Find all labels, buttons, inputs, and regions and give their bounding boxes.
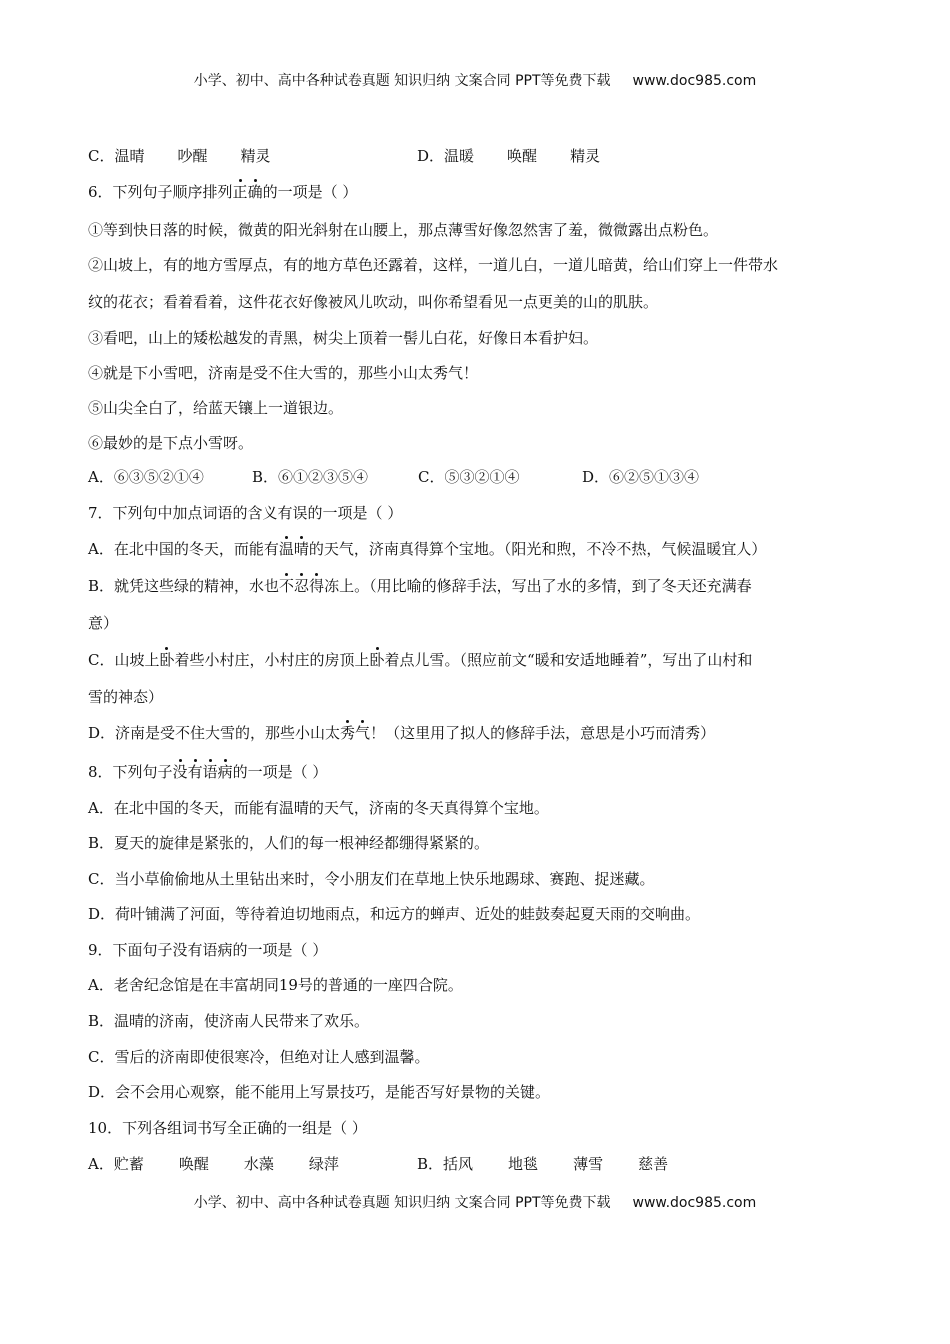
q7-option-a [88,539,868,559]
footer-text: 小学、初中、高中各种试卷真题 知识归纳 文案合同 PPT等免费下载 [193,1195,611,1211]
q5-opt-c-label: C． [88,147,115,165]
q8-option-c: C．当小草偷偷地从土里钻出来时，令小朋友们在草地上快乐地踢球、赛跑、捉迷藏。 [88,870,655,888]
q5-opt-d-word: 精灵 [570,147,601,165]
q7-option-c-cont: 雪的神态） [88,688,164,706]
q7-c-text: 着些小村庄，小村庄的房顶上 [174,651,370,669]
q8-option-a: A．在北中国的冬天，而能有温晴的天气，济南的冬天真得算个宝地。 [88,799,549,817]
emphasis-char: 温 [278,540,294,558]
q7-option-b-cont: 意） [88,614,119,632]
q7-c-text: C．山坡上 [88,651,160,669]
emphasis-char: 忍 [294,577,310,595]
q5-opt-d [417,146,600,166]
q10-opt-b-word: 慈善 [638,1155,669,1173]
q7-stem: 7．下列句中加点词语的含义有误的一项是（ ） [88,504,403,522]
q9-stem: 9．下面句子没有语病的一项是（ ） [88,941,328,959]
q6-stem [88,182,868,202]
q10-opt-b-word: 薄雪 [573,1155,604,1173]
emphasis-char: 不 [279,577,295,595]
header-text: 小学、初中、高中各种试卷真题 知识归纳 文案合同 PPT等免费下载 [193,73,611,89]
emphasis-char: 有 [187,763,203,781]
q9-option-a: A．老舍纪念馆是在丰富胡同19号的普通的一座四合院。 [88,976,463,994]
q7-c-text: 着点儿雪。（照应前文“暖和安适地睡着”，写出了山村和 [384,651,753,669]
footer-site: www.doc985.com [632,1195,757,1211]
q7-b-text: B．就凭这些绿的精神，水也 [88,577,280,595]
q8-stem-text: 的一项是（ ） [232,763,328,781]
q7-b-text: 冻上。（用比喻的修辞手法，写出了水的多情，到了冬天还充满春 [324,577,752,595]
q7-d-text: D．济南是受不住大雪的，那些小山太 [88,724,341,742]
q6-sentence-3: ③看吧，山上的矮松越发的青黑，树尖上顶着一髻儿白花，好像日本看护妇。 [88,329,599,347]
q10-opt-a-word: 贮蓄 [113,1155,144,1173]
q7-option-c [88,650,868,670]
q10-opt-b-word: 地毯 [508,1155,539,1173]
q6-option: C．⑤③②①④ [418,468,520,486]
q6-sentence-6: ⑥最妙的是下点小雪呀。 [88,434,254,452]
q9-option-b: B．温晴的济南，使济南人民带来了欢乐。 [88,1012,370,1030]
emphasis-char: 卧 [159,651,175,669]
emphasis-char: 得 [309,577,325,595]
q5-opt-c-word: 温晴 [114,147,145,165]
emphasis-char: 病 [217,763,233,781]
emphasis-char: 确 [247,183,263,201]
q10-stem: 10．下列各组词书写全正确的一组是（ ） [88,1119,367,1137]
q10-opt-a-word: 绿萍 [308,1155,339,1173]
q9-option-c: C．雪后的济南即使很寒冷，但绝对让人感到温馨。 [88,1048,430,1066]
page-footer [0,1192,950,1212]
emphasis-char: 语 [202,763,218,781]
q8-stem [88,762,868,782]
q7-d-text: ！（这里用了拟人的修辞手法，意思是小巧而清秀） [370,724,716,742]
q6-stem-text: 6．下列句子顺序排列 [88,183,233,201]
q6-option: D．⑥②⑤①③④ [582,468,700,486]
q7-a-text: A．在北中国的冬天，而能有 [88,540,279,558]
q6-sentence-2: ②山坡上，有的地方雪厚点，有的地方草色还露着，这样，一道儿白，一道儿暗黄，给山们穿上一件带水 [88,256,779,274]
q6-sentence-4: ④就是下小雪吧，济南是受不住大雪的，那些小山太秀气！ [88,364,479,382]
q10-opt-b-label: B． [417,1155,444,1173]
header-site: www.doc985.com [632,73,757,89]
q7-option-d [88,723,868,743]
q6-option: B．⑥①②③⑤④ [252,468,369,486]
page-header [0,70,950,90]
q7-a-text: 的天气，济南真得算个宝地。（阳光和煦，不冷不热，气候温暖宜人） [308,540,767,558]
q5-opt-d-word: 温暖 [444,147,475,165]
q10-opt-a-label: A． [88,1155,114,1173]
q8-stem-text: 8．下列句子 [88,763,173,781]
q10-opt-a-word: 水藻 [243,1155,274,1173]
q10-options [88,1154,868,1174]
q9-option-d: D．会不会用心观察，能不能用上写景技巧，是能否写好景物的关键。 [88,1083,551,1101]
q10-opt-a-word: 唤醒 [178,1155,209,1173]
q6-sentence-2-cont: 纹的花衣；看着看着，这件花衣好像被风儿吹动，叫你希望看见一点更美的山的肌肤。 [88,293,659,311]
q5-opt-d-label: D． [417,147,445,165]
q6-stem-text: 的一项是（ ） [262,183,358,201]
q5-options [88,146,868,166]
emphasis-char: 正 [232,183,248,201]
emphasis-char: 晴 [293,540,309,558]
q10-opt-b [417,1154,668,1174]
q8-option-d: D．荷叶铺满了河面，等待着迫切地雨点，和远方的蝉声、近处的蛙鼓奏起夏天雨的交响曲。 [88,905,701,923]
q5-opt-c-word: 精灵 [240,147,271,165]
emphasis-char: 没 [172,763,188,781]
emphasis-char: 卧 [369,651,385,669]
q5-opt-d-word: 唤醒 [507,147,538,165]
q6-sentence-1: ①等到快日落的时候，微黄的阳光斜射在山腰上，那点薄雪好像忽然害了羞，微微露出点粉色。 [88,221,719,239]
emphasis-char: 秀 [340,724,356,742]
q6-options [88,467,868,487]
emphasis-char: 气 [355,724,371,742]
q10-opt-b-word: 括风 [443,1155,474,1173]
q5-opt-c-word: 吵醒 [177,147,208,165]
q6-option: A．⑥③⑤②①④ [88,468,204,486]
q7-option-b [88,576,868,596]
q8-option-b: B．夏天的旋律是紧张的，人们的每一根神经都绷得紧紧的。 [88,834,490,852]
q6-sentence-5: ⑤山尖全白了，给蓝天镶上一道银边。 [88,399,344,417]
